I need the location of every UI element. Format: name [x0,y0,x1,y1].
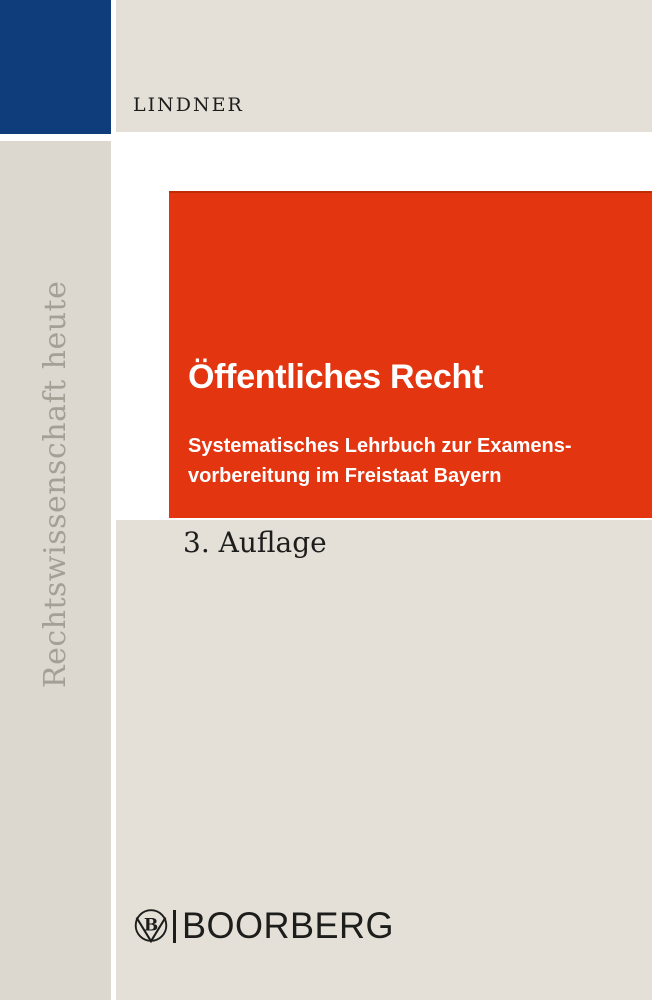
book-subtitle-line2: vorbereitung im Freistaat Bayern [188,465,502,487]
book-title: Öffentliches Recht [188,358,483,396]
publisher-logo [133,906,394,946]
edition-label: 3. Auflage [183,526,327,559]
title-panel [169,191,652,518]
author-name: LINDNER [133,94,244,116]
navy-corner-block [0,0,111,134]
series-title: Rechtswissenschaft heute [38,280,73,688]
series-spine-strip [0,141,111,1000]
logo-divider [173,910,176,943]
bv-monogram-icon [133,908,169,944]
book-subtitle-line1: Systematisches Lehrbuch zur Examens- [188,435,572,457]
book-subtitle [188,431,571,491]
publisher-wordmark: BOORBERG [182,904,395,947]
lower-field [116,520,652,1000]
monogram-letter: B [143,915,159,936]
header-band [116,0,652,132]
